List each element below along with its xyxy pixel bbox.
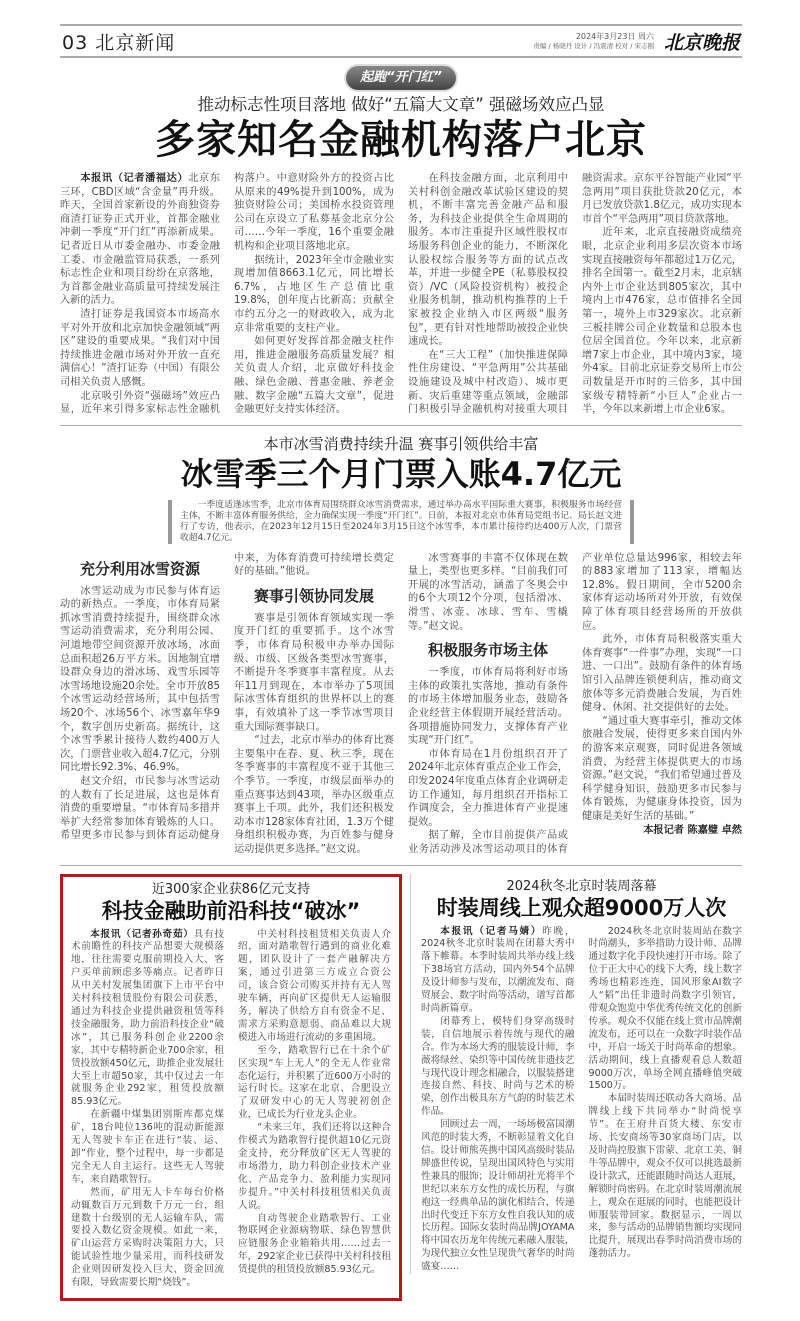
paragraph-text: 在“三大工程”（加快推进保障性住房建设、“平急两用”公共基础设施建设及城中村改造）、城市更新、灾后重建等重点领域，金融部门积极引导金融机构对接重大项目融资需求。京东平谷智能产业园“平急两用”项目获批贷款20亿元，本月已发放贷款1.8亿元，成功实现本市首个“平急两用”项目贷款落地。 — [408, 173, 742, 416]
article4-body — [421, 926, 742, 1274]
paragraph — [71, 1109, 224, 1186]
article1-headline: 多家知名金融机构落户北京 — [155, 117, 647, 163]
article2-subtitle: 本市冰雪消费持续升温 赛事引领供给丰富 — [263, 434, 539, 453]
section-divider — [60, 425, 742, 426]
badge-row — [60, 66, 742, 90]
highlight-frame — [60, 874, 402, 1301]
paragraph — [421, 926, 575, 1016]
paragraph-text: 回顾过去一周，一场场极富国潮风范的时装大秀，不断彰显着文化自信。设计师熊英携中国风高级时装品牌盛世传说，呈现出国风特色与实用性兼具的服饰；设计师胡社光将半个世纪以来东方女性的成长历程，与旗袍这一经典单品的演化相结合，传递出时代变迁下东方女性自我认知的成长历程。国际女装时尚品牌JOYAMA将中国农历龙年传统元素融入服装，为现代独立女性呈现贵气奢华的时尚盛宴…… — [421, 1119, 575, 1273]
paragraph-text: 中关村科技租赁相关负责人介绍，面对踏歌智行遇到的商业化难题，团队设计了一套产融解决方案，通过引进第三方成立合资公司，该合资公司购买并持有无人驾驶车辆，再向矿区提供无人运输服务，解决了供给方自有资金不足、需求方采购意愿弱、商品难以大规模进入市场进行流动的多重困境。 — [238, 928, 391, 1043]
paragraph — [234, 734, 394, 856]
paragraph-text: “过去，北京市举办的体育比赛主要集中在春、夏、秋三季，现在冬季赛事的丰富程度不亚于其他三个季节。一季度，市级层面举办的重点赛事达到43项，举办区级重点赛事上千项。此外，我们还积极发动本市128家体育社团，1.3万个健身组织积极办赛，为百姓参与健身运动提供更多选择。”赵文说。 — [234, 735, 394, 855]
article2-lede: 一季度适逢冰雪季，北京市体育局围绕群众冰雪消费需求，通过举办高水平国际重大赛事，积极服务市场经营主体，不断丰富体育服务供给，全力确保实现一季度“开门红”。日前，本报对北京市体育局党组书记、局长赵文进行了专访，他表示，在2023年12月15日至2024年3月15日这个冰雪季，本市累计接待约达400万人次，门票营收超4.7亿元。 — [168, 500, 634, 544]
paragraph — [60, 172, 220, 308]
issue-meta — [533, 32, 654, 51]
paragraph-text: 近年来，北京直接融资成绩亮眼，北京企业利用多层次资本市场实现直接融资每年都超过1万亿元，排名全国第一。截至2月末，北京辖内外上市企业达到805家次，其中境内上市476家，总市值排名全国第一，境外上市329家次。北京新三板挂牌公司企业数量和总股本也位居全国首位。今年以来，北京新增7家上市企业，其中境内3家，境外4家。目前北京证券交易所上市公司数量是开市时的三倍多，其中国家级专精特新“小巨人”企业占一半，今年以来新增上市企业6家。 — [582, 227, 742, 416]
newspaper-logo: 北京晚报 — [663, 31, 740, 54]
article1-subtitle: 推动标志性项目落地 做好“五篇大文章” 强磁场效应凸显 — [197, 95, 605, 114]
paragraph — [234, 335, 394, 417]
paragraph-text: 闭幕秀上，模特们身穿高级时装，自信地展示着传统与现代的融合。作为本场大秀的服装设计师，李薇将绿丝、染织等中国传统非遗技艺与现代设计理念相融合，以服装搭建连接自然、科技、时尚与艺术的桥梁，创作出极具东方气韵的时装艺术作品。 — [421, 1015, 575, 1118]
paragraph — [60, 585, 220, 775]
paragraph-text: 昨晚，2024秋冬北京时装周在闭幕大秀中落下帷幕。本季时装周共举办线上线下38场官方活动，国内外54个品牌及设计师参与发布，以潮流发布、商贸展会、数字时尚等活动，谱写首都时尚新篇章。 — [421, 925, 575, 1014]
paragraph — [589, 1093, 743, 1261]
article2-headline: 冰雪季三个月门票入账4.7亿元 — [180, 454, 622, 493]
paragraph — [408, 552, 568, 634]
paragraph-text: “未来三年，我们还将以这种合作模式为踏歌智行提供超10亿元资金支持，充分释放矿区无人驾驶的市场潜力，助力科创企业技术产业化、产品竞争力、盈利能力实现同步提升。”中关村科技租赁相关负责人说。 — [238, 1122, 391, 1211]
paragraph — [582, 226, 742, 416]
paragraph — [60, 308, 220, 390]
paragraph-text: 在科技金融方面，北京利用中关村科创金融改革试验区建设的契机，不断丰富完善金融产品和服务，为科技企业提供全生命周期的服务。本市注重提升区域性股权市场服务科创企业的能力，不断深化认股权综合服务等方面的试点改革，并进一步健全PE（私募股权投资）/VC（风险投资机构）被投企业服务机制，推动机构推荐的上千家被投企业纳入市区两级“服务包”，更有针对性地帮助被投企业快速成长。 — [408, 173, 568, 348]
article1-body — [60, 172, 742, 417]
paragraph-text: 北京吸引外资“强磁场”效应凸显，近年来引得多家标志性金融机构落户。中意财险外方的投资占比从原来的49%提升到100%，成为独资财险公司；美国桥水投资管理公司在京设立了私募基金北京分公司……今年一季度，16个重要金融机构和企业项目落地北京。 — [60, 173, 394, 416]
article3-body — [71, 929, 391, 1290]
paragraph-text: 渣打证券是我国资本市场高水平对外开放和北京加快金融领域“两区”建设的重要成果。“我们对中国持续推进金融市场对外开放一直充满信心！”渣打证券（中国）有限公司相关负责人感慨。 — [60, 308, 220, 388]
issue-date: 2024年3月23日 周六 — [575, 31, 654, 41]
byline: 本报记者 陈嘉璧 卓然 — [643, 824, 742, 836]
paragraph-text: 冰雪赛事的丰富不仅体现在数量上，类型也更多样。“目前我们可开展的冰雪活动，涵盖了冬奥会中的6个大项12个分项，包括滑冰、滑雪、冰壶、冰球、雪车、雪橇等。”赵文说。 — [408, 552, 568, 632]
article3-headline: 科技金融助前沿科技“破冰” — [101, 898, 361, 923]
paragraph-text: 据了解，全市目前提供产品或业务活动涉及冰雪运动项目的体育产业单位总量达996家，相较去年的883家增加了113家，增幅达12.8%。假日期间，全市5200余家体育运动场所对外开放，有效保障了体育项目经营场所的开放供应。 — [408, 552, 742, 855]
paragraph-text: 自动驾驶企业踏歌智行、工业物联网企业源病物联、绿色智慧供应链服务企业箱箱共用……过去一年，292家企业已获得中关村科技租赁提供的租赁投放额85.93亿元。 — [238, 1212, 391, 1276]
paragraph — [71, 929, 224, 1110]
paragraph — [408, 172, 568, 349]
subheading: 积极服务市场主体 — [427, 641, 548, 660]
article3-subtitle: 近300家企业获86亿元支持 — [151, 881, 311, 897]
subheading: 赛事引领协同发展 — [253, 586, 374, 605]
dateline: 本报讯（记者孙奇茹） — [90, 928, 194, 940]
article4-headline: 时装周线上观众超9000万人次 — [436, 895, 727, 920]
paragraph — [421, 1016, 575, 1119]
paragraph — [582, 715, 742, 824]
paragraph — [421, 1119, 575, 1274]
paragraph-text: 一季度，市体育局将利好市场主体的政策扎实落地，推动有条件的市场主体增加服务业态，鼓励各企业经营主体假期开展经营活动。各项措施协同发力，支撑体育产业实现“开门红”。 — [408, 667, 568, 747]
paragraph-text: 2024秋冬北京时装周站在数字时尚潮头，多举措助力设计师、品牌通过数字化手段快速打开市场。除了位于正大中心的线下大秀，线上数字秀场也精彩连连，国风形象AI数字人“韬”出任非遗时尚数字引领官，带观众饱览中华优秀传统文化的创新传承。观众不仅能在线上赏市品牌潮流发布，还可以在一众数字时装作品中，开启一场关于时尚革命的想象。活动期间，线上直播观看总人数超9000万次，单场全网直播峰值突破1500万。 — [588, 925, 742, 1092]
column-badge: 起跑“开门红” — [346, 66, 456, 90]
dateline: 本报讯（记者潘福达） — [80, 173, 189, 184]
section-divider — [60, 865, 742, 866]
paragraph-text: “通过重大赛事牵引，推动文体旅融合发展，使得更多来自国内外的游客来京观赛，同时促进各领域消费，为经营主体提供更大的市场资源。”赵文说，“我们希望通过普及科学健身知识，鼓励更多市民参与体育锻炼，为健康身体投资，因为健康是美好生活的基础。” — [582, 715, 742, 822]
subheading: 充分利用冰雪资源 — [79, 559, 200, 578]
paragraph-text: 具有技术前瞻性的科技产品想要大规模落地，往往需要克服前期投入大、客户买单前顾虑多等痛点。记者昨日从中关村发展集团旗下上市平台中关村科技租赁股份有限公司获悉，通过为科技企业提供融资租赁等科技金融服务，助力前沿科技企业“破冰”，其已服务科创企业2200余家，其中专精特新企业700余家，租赁投放额450亿元，助推企业发展壮大至上市超50家，其中仅过去一年就服务企业292家，租赁投放额85.93亿元。 — [71, 928, 224, 1108]
article2-body — [60, 552, 742, 857]
paragraph — [234, 254, 394, 336]
paragraph — [234, 612, 394, 734]
paragraph — [238, 1122, 391, 1212]
paragraph-text: 据统计，2023年全市金融业实现增加值8663.1亿元，同比增长6.7%，占地区生产总值比重19.8%，创年度占比新高；贡献全市约五分之一的财政收入，成为北京非常重要的支柱产业。 — [234, 254, 394, 334]
paragraph-text: 然而，矿用无人卡车每台价格动辄数百万元到数千万元一台，组建数十台级别的无人运输车队，需要投入数亿资金规模。如此一来，矿山运营方采购时决策阻力大，只能试验性地少量采用，而科技研发企业则因研发投入巨大、资金回流有限，导致需要长期“烧钱”。 — [71, 1186, 224, 1289]
article4-subtitle: 2024秋冬北京时装周落幕 — [506, 878, 657, 894]
paragraph — [238, 929, 391, 1045]
page-header — [60, 24, 742, 58]
paragraph-text: 冰雪运动成为市民参与体育运动的新热点。一季度，市体育局紧抓冰雪消费持续提升，围绕群众冰雪运动消费需求，充分利用公园、河道地带空间资源开放冰场，冰面总面积超26万平方米。因地制宜增设群众身边的滑冰场、戏雪乐园等冰雪场地设施20余处。全市开放85个冰雪运动经营场所，其中包括雪场20个、冰场56个、冰雪嘉年华9个，数字创历史新高。据统计，这个冰雪季累计接待人数约400万人次，门票营业收入超4.7亿元，分别同比增长92.3%、46.9%。 — [60, 585, 220, 774]
section-title: 03 北京新闻 — [62, 31, 176, 54]
dateline: 本报讯（记者马婧） — [440, 925, 543, 937]
editor-credits: 责编 / 杨晓丹 设计 / 冯震清 校对 / 宋志刚 — [533, 41, 654, 50]
paragraph — [582, 633, 742, 715]
paragraph — [408, 666, 568, 748]
paragraph-text: 赵文介绍，市民参与冰雪运动的人数有了长足进展，这也是体育消费的重要增量。“市体育局多措并举扩大经常参加体育锻炼的人口。希望更多市民参与到体育运动健身中来，为体育消费可持续增长奠定好的基础。”他说。 — [60, 552, 394, 842]
paragraph-text: 在新疆中煤集团别斯库都克煤矿，18台吨位136吨的混动新能源无人驾驶卡车正在进行“装、运、卸”作业，整个过程中，每一步都是完全无人自主运行。这些无人驾驶车，来自踏歌智行。 — [71, 1109, 224, 1185]
paragraph — [238, 1213, 391, 1278]
paragraph — [408, 748, 568, 830]
article4-story — [410, 874, 742, 1274]
paragraph-text: 至今，踏歌智行已在十余个矿区实现“车上无人”的全无人作业常态化运行，并积累了近600万小时的运行时长。这家在北京、合肥设立了双研发中心的无人驾驶初创企业，已成长为行业龙头企业。 — [238, 1044, 391, 1121]
paragraph-text: 此外，市体育局积极落实重大体育赛事“一件事”办理，实现“一口进、一口出”。鼓励有条件的体育场馆引入品牌连锁便利店，推动商文旅体等多元消费融合发展，为百姓健身、休闲、社交提供好的去处。 — [582, 634, 742, 714]
paragraph — [71, 1187, 224, 1290]
bottom-stories — [60, 874, 742, 1301]
paragraph-text: 如何更好发挥首都金融支柱作用，推进金融服务高质量发展？相关负责人介绍，北京做好科技金融、绿色金融、普惠金融、养老金融、数字金融“五篇大文章”，促进金融更好支持实体经济。 — [234, 336, 394, 416]
paragraph-text: 市体育局在1月份组织召开了2024年北京体育重点企业工作会，印发2024年度重点体育企业调研走访工作通知，每月组织召开指标工作调度会，全力推进体育产业提速提效。 — [408, 748, 568, 828]
paragraph — [589, 926, 743, 1094]
paragraph — [238, 1045, 391, 1122]
paragraph-text: 本届时装周还联动各大商场、品牌线上线下共同举办“时尚悦享节”。在王府井百货大楼、东安市场、长安商场等30家商场门店，以及时尚控股旗下雷蒙、北京工美、铜牛等品牌中，观众不仅可以挑选最新设计款式，还能跟随时尚达人逛展，解锁时尚密码。在北京时装周潮流展上，观众在逛展的同时，也能把设计师服装带回家。数据显示，一周以来，参与活动的品牌销售额均实现同比提升，展现出春季时尚消费市场的蓬勃活力。 — [588, 1093, 742, 1260]
paragraph-text: 北京东三环，CBD区域“含金量”再升级。昨天，全国首家新设的外商独资券商渣打证券正式开业，首都金融业冲刺一季度“开门红”再添新成果。记者近日从市委金融办、市委金融工委、市金融监管局获悉，一系列标志性企业和项目纷纷在京落地，为首都金融业高质量可持续发展注入新的活力。 — [60, 173, 221, 307]
paragraph-text: 赛事是引领体育领域实现一季度开门红的重要抓手。这个冰雪季，市体育局积极申办举办国际级、市级、区级各类型冰雪赛事，不断提升冬季赛事丰富程度。从去年11月到现在，本市举办了5项国际冰雪体育组织的世界杯以上的赛事，有效填补了这一季节冰雪项目重大国际赛事缺口。 — [234, 612, 394, 733]
